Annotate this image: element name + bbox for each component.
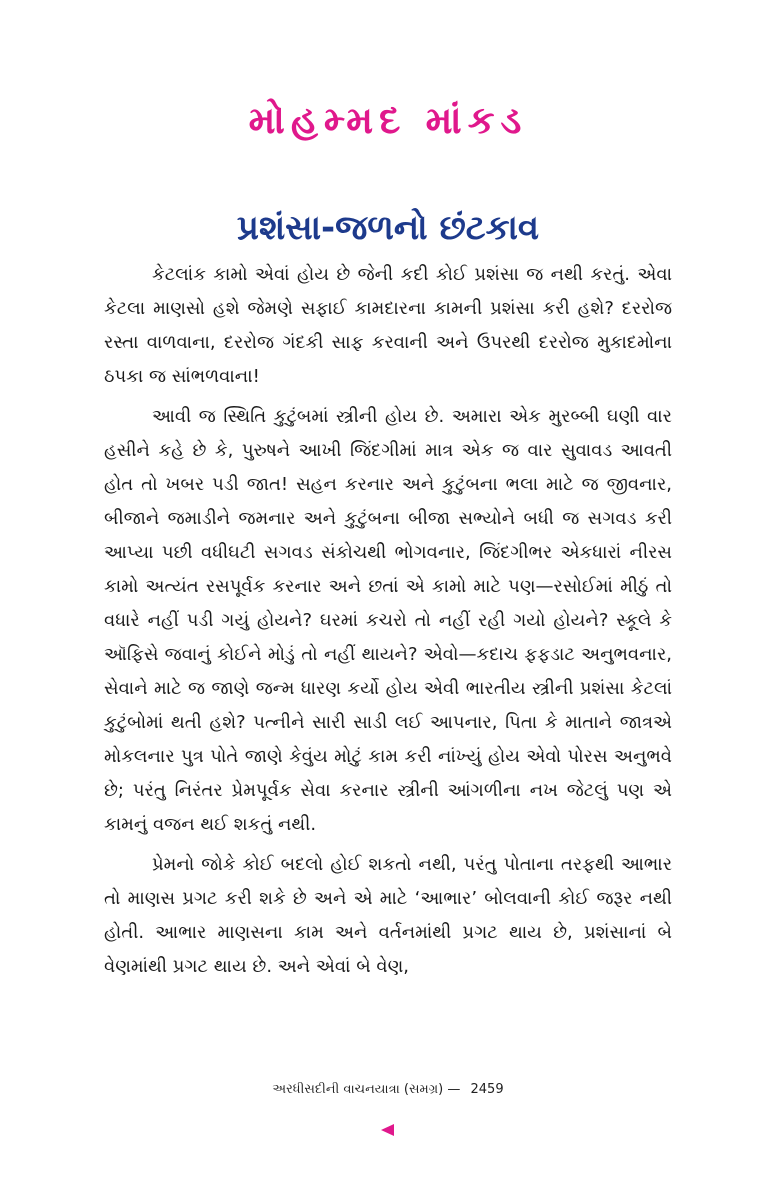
author-name: મોહમ્મદ માંકડ (248, 98, 528, 142)
paragraph: આવી જ સ્થિતિ કુટુંબમાં સ્ત્રીની હોય છે. અમારા એક મુરબ્બી ઘણી વાર હસીને કહે છે કે, પુરુષને આખી જિંદગીમાં માત્ર એક જ વાર સુવાવડ આવતી હોત તો ખબર પડી જાત! સહન કરનાર અને કુટુંબના ભલા માટે જ જીવનાર, બીજાને જમાડીને જમનાર અને કુટુંબના બીજા સભ્યોને બધી જ સગવડ કરી આપ્યા પછી વધીઘટી સગવડ સંકોચથી ભોગવનાર, જિંદગીભર એકધારાં નીરસ કામો અત્યંત રસપૂર્વક કરનાર અને છતાં એ કામો માટે પણ—રસોઈમાં મીઠું તો વધારે નહીં પડી ગયું હોયને? ઘરમાં કચરો તો નહીં રહી ગયો હોયને? સ્કૂલે કે ઑફિસે જવાનું કોઈને મોડું તો નહીં થાયને? એવો—કદાચ ફફડાટ અનુભવનાર, સેવાને માટે જ જાણે જન્મ ધારણ કર્યો હોય એવી ભારતીય સ્ત્રીની પ્રશંસા કેટલાં કુટુંબોમાં થતી હશે? પત્નીને સારી સાડી લઈ આપનાર, પિતા કે માતાને જાત્રએ મોકલનાર પુત્ર પોતે જાણે કેવુંય મોટું કામ કરી નાંખ્યું હોય એવો પોરસ અનુભવે છે; પરંતુ નિરંતર પ્રેમપૂર્વક સેવા કરનાર સ્ત્રીની આંગળીના નખ જેટલું પણ એ કામનું વજન થઈ શકતું નથી. (104, 406, 672, 835)
page-number: 2459 (470, 1082, 504, 1097)
paragraph: પ્રેમનો જોકે કોઈ બદલો હોઈ શકતો નથી, પરંતુ પોતાના તરફથી આભાર તો માણસ પ્રગટ કરી શકે છે અને એ માટે ‘આભાર’ બોલવાની કોઈ જરૂર નથી હોતી. આભાર માણસના કામ અને વર્તનમાંથી પ્રગટ થાય છે, પ્રશંસાનાં બે વેણમાંથી પ્રગટ થાય છે. અને એવાં બે વેણ, (104, 854, 672, 977)
article-title: પ્રશંસા-જળનો છંટકાવ (236, 208, 540, 248)
article-body (104, 258, 672, 984)
previous-page-button[interactable] (378, 1120, 398, 1140)
triangle-left-icon (378, 1120, 398, 1140)
paragraph: કેટલાંક કામો એવાં હોય છે જેની કદી કોઈ પ્રશંસા જ નથી કરતું. એવા કેટલા માણસો હશે જેમણે સફાઈ કામદારના કામની પ્રશંસા કરી હશે? દરરોજ રસ્તા વાળવાના, દરરોજ ગંદકી સાફ કરવાની અને ઉપરથી દરરોજ મુકાદમોના ઠપકા જ સાંભળવાના! (104, 264, 672, 387)
footer-book-title: અરધીસદીની વાચનયાત્રા (સમગ્ર) (272, 1082, 444, 1097)
footer-separator: — (447, 1082, 461, 1097)
page-footer (0, 1082, 776, 1098)
